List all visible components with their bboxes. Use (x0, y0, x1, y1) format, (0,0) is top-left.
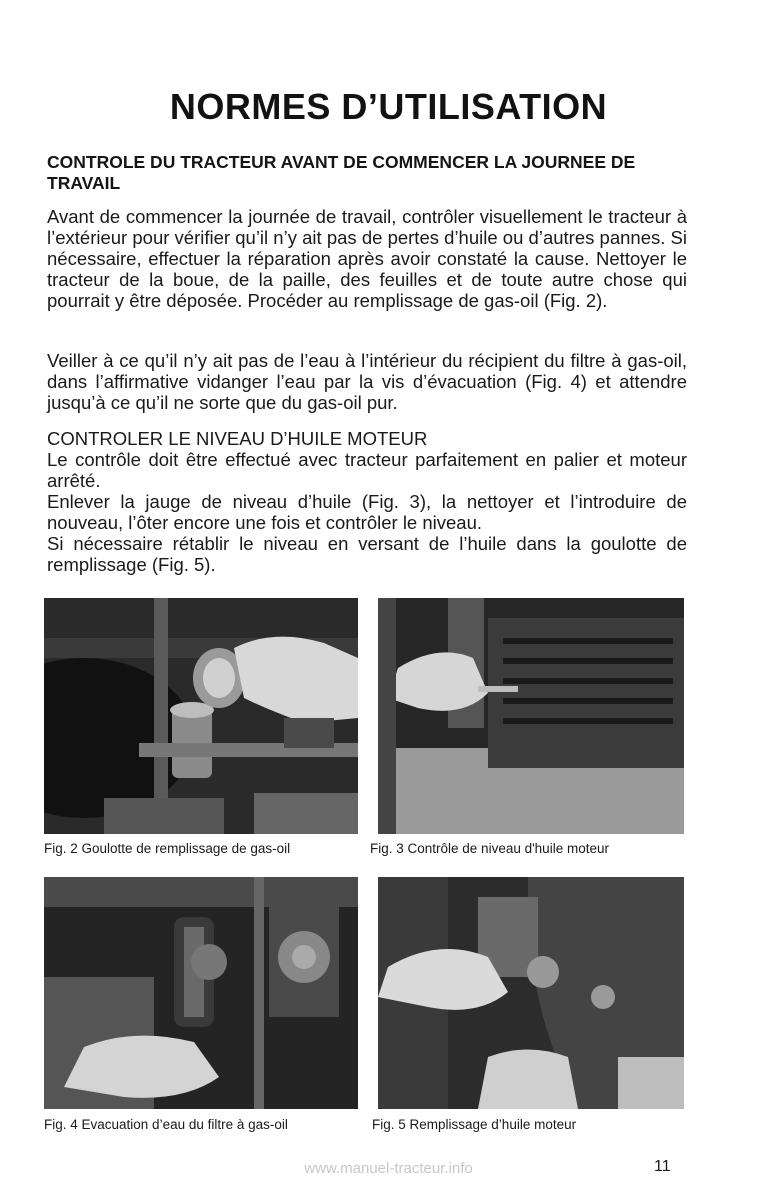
sub-heading: CONTROLER LE NIVEAU D’HUILE MOTEUR (47, 428, 428, 449)
figure-oil-filling-photo (378, 877, 684, 1109)
paragraph-oil-level (47, 428, 687, 575)
paragraph-text: Enlever la jauge de niveau d’huile (Fig. 3), la nettoyer et l’introduire de nouveau, l’ôter encore une fois et contrôler le niveau. (47, 491, 687, 533)
paragraph-text: Avant de commencer la journée de travail, contrôler visuellement le tracteur à l’extérieur pour vérifier qu’il n’y ait pas de pertes d’huile ou d’autres pannes. Si nécessaire, effectuer la réparation après avoir constaté la cause. Nettoyer le tracteur de la boue, de la paille, des feuilles et de toute autre chose qui pourrait y être déposée. Procéder au remplissage de gas-oil (Fig. 2). (47, 206, 687, 311)
page-number: 11 (654, 1158, 671, 1175)
figure-caption: Fig. 4 Evacuation d’eau du filtre à gas-oil (44, 1117, 288, 1132)
figure-caption: Fig. 5 Remplissage d’huile moteur (372, 1117, 577, 1132)
figure-oil-dipstick-photo (378, 598, 684, 834)
figure-water-drain-photo (44, 877, 358, 1109)
page-title: NORMES D’UTILISATION (169, 86, 608, 127)
footer-url: www.manuel-tracteur.info (304, 1160, 473, 1177)
paragraph-text: Si nécessaire rétablir le niveau en versant de l’huile dans la goulotte de remplissage (Fig. 5). (47, 533, 687, 575)
section-heading: CONTROLE DU TRACTEUR AVANT DE COMMENCER LA JOURNEE DE TRAVAIL (47, 152, 636, 193)
paragraph-text: Le contrôle doit être effectué avec tracteur parfaitement en palier et moteur arrêté. (47, 449, 687, 491)
figure-caption: Fig. 2 Goulotte de remplissage de gas-oil (44, 841, 291, 856)
paragraph-inspection (47, 206, 687, 311)
figure-caption: Fig. 3 Contrôle de niveau d'huile moteur (370, 841, 609, 856)
paragraph-fuel-filter (47, 350, 687, 413)
figure-fuel-filler-photo (44, 598, 358, 834)
paragraph-text: Veiller à ce qu’il n’y ait pas de l’eau à l’intérieur du récipient du filtre à gas-oil, dans l’affirmative vidanger l’eau par la vis d’évacuation (Fig. 4) et attendre jusqu’à ce qu’il ne sorte que du gas-oil pur. (47, 350, 687, 413)
